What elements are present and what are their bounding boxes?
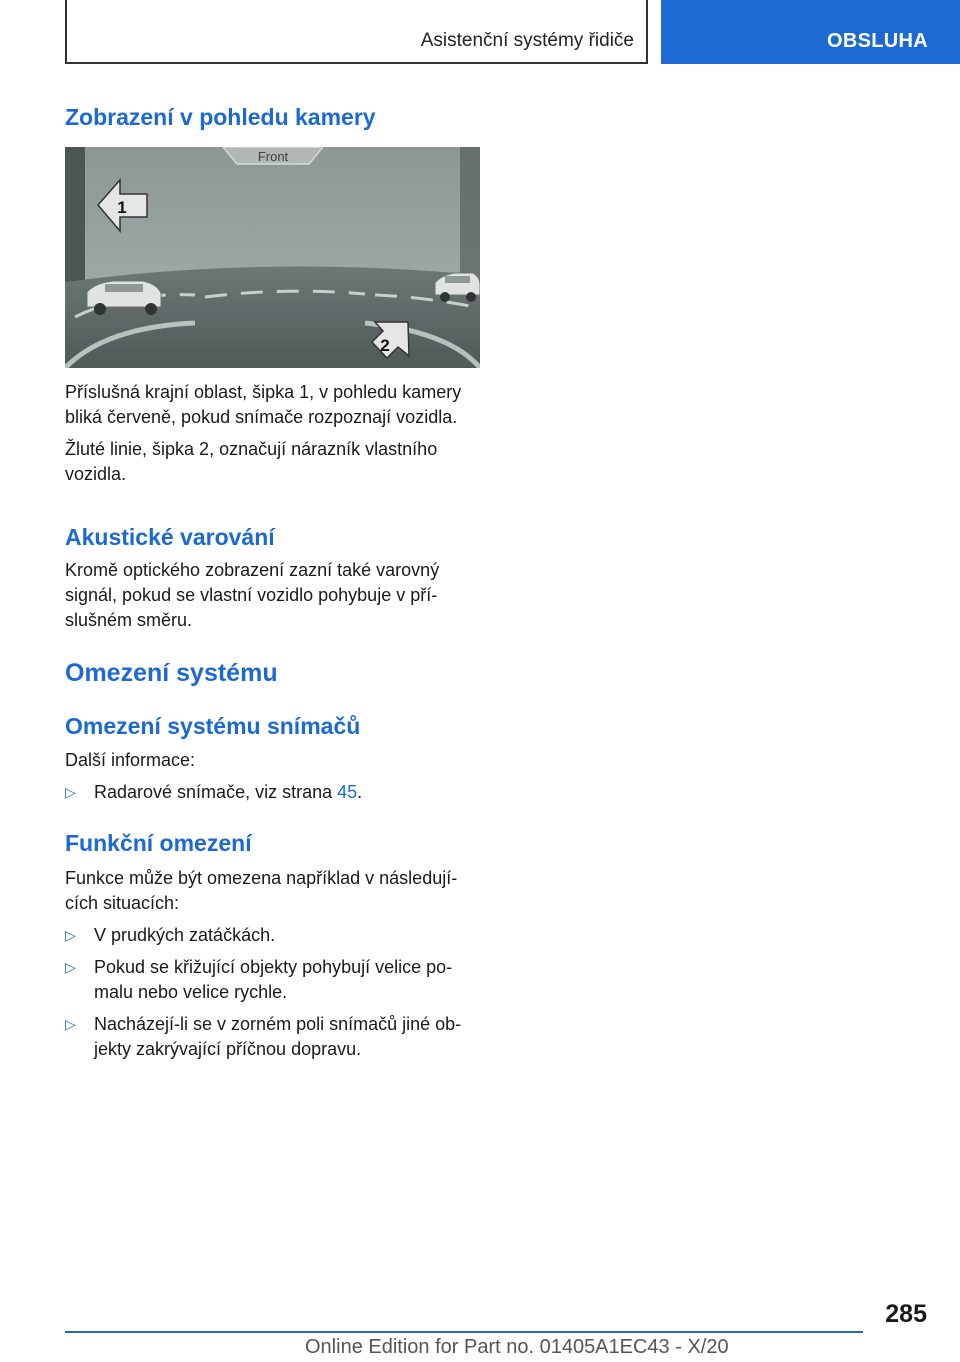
sensor-limits-heading: Omezení systému snímačů [65, 713, 361, 739]
sensor-bullet-text [94, 780, 480, 805]
sensor-bullet-period: . [357, 782, 363, 802]
chapter-title: Asistenční systémy řidiče [420, 30, 634, 51]
acoustic-para: Kromě optického zobrazení zazní také varovný signál, pokud se vlastní vozidlo pohybuje v pří-slušném směru. [65, 560, 440, 630]
functional-intro: Funkce může být omezena například v následují-cích situacích: [65, 868, 458, 913]
acoustic-heading: Akustické varování [65, 524, 275, 550]
bullet-triangle-icon: ▷ [65, 784, 76, 800]
sensor-bullet-body: Radarové snímače, viz strana [94, 782, 338, 802]
camera-para-2: Žluté linie, šipka 2, označují nárazník vlastního vozidla. [65, 439, 438, 484]
sensor-intro: Další informace: [65, 750, 196, 770]
functional-limits-heading: Funkční omezení [65, 830, 252, 856]
bullet-triangle-icon: ▷ [65, 927, 76, 943]
camera-para-1: Příslušná krajní oblast, šipka 1, v pohledu kamery bliká červeně, pokud snímače rozpoznají vozidla. [65, 382, 462, 427]
section-tab[interactable] [661, 0, 960, 64]
page-number: 285 [885, 1300, 927, 1328]
footer-edition: Online Edition for Part no. 01405A1EC43 - X/20 [305, 1336, 729, 1358]
bullet-triangle-icon: ▷ [65, 959, 76, 975]
sensor-bullet [65, 780, 480, 805]
front-label: Front [257, 149, 289, 164]
arrow-1-label: 1 [117, 198, 127, 217]
list-item-text: Pokud se křižující objekty pohybují velice po-malu nebo velice rychle. [94, 957, 453, 1002]
page-link-45[interactable]: 45 [337, 782, 358, 802]
camera-view-image [65, 147, 480, 368]
footer-rule [65, 1331, 863, 1333]
list-item-text: Nacházejí-li se v zorném poli snímačů jiné ob-jekty zakrývající příčnou dopravu. [94, 1014, 462, 1059]
arrow-2-label: 2 [380, 336, 390, 355]
list-item [65, 1012, 480, 1062]
system-limits-heading: Omezení systému [65, 659, 278, 687]
list-item [65, 955, 480, 1005]
header-chapter-box [65, 0, 648, 64]
camera-view-illustration [65, 147, 480, 368]
list-item-text: V prudkých zatáčkách. [94, 925, 276, 945]
list-item [65, 923, 480, 948]
section-tab-label: OBSLUHA [827, 30, 928, 52]
bullet-triangle-icon: ▷ [65, 1016, 76, 1032]
camera-view-heading: Zobrazení v pohledu kamery [65, 104, 376, 130]
